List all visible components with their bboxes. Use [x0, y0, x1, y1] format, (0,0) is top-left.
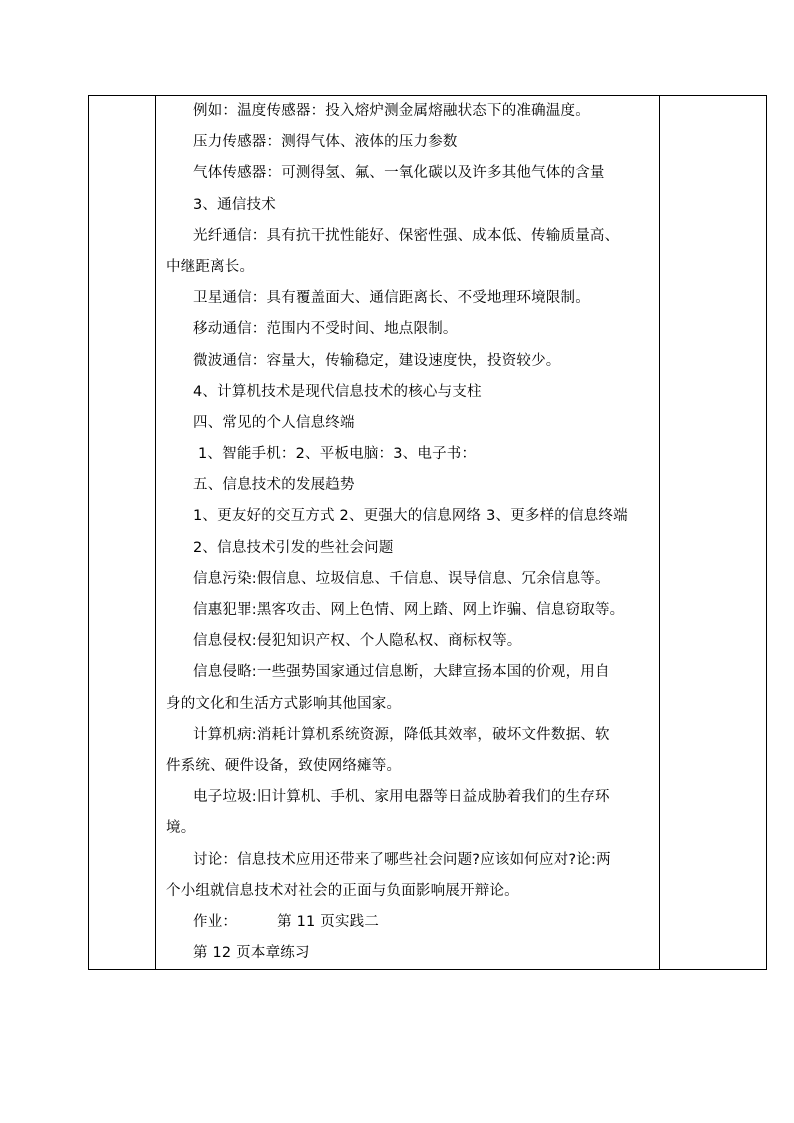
- text-line: 五、信息技术的发展趋势: [193, 477, 355, 494]
- homework-line: [166, 907, 653, 938]
- text-line: 第 12 页本章练习: [193, 945, 310, 962]
- text-line: 四、常见的个人信息终端: [193, 414, 355, 431]
- text-line: 身的文化和生活方式影响其他国家。: [166, 695, 402, 712]
- text-line: 2、信息技术引发的些社会问题: [193, 539, 394, 556]
- text-line: 中继距离长。: [166, 258, 255, 275]
- text-line: 个小组就信息技术对社会的正面与负面影响展开辩论。: [166, 882, 519, 899]
- text-line: 卫星通信：具有覆盖面大、通信距离长、不受地理环境限制。: [193, 290, 590, 307]
- text-line: 信息侵略:一些强势国家通过信息断，大肆宣扬本国的价观，用自: [193, 664, 610, 681]
- text-line: 4、计算机技术是现代信息技术的核心与支柱: [193, 383, 482, 400]
- lesson-content-cell: [156, 96, 659, 969]
- text-line: 移动通信：范围内不受时间、地点限制。: [193, 321, 458, 338]
- text-line: 光纤通信：具有抗干扰性能好、保密性强、成本低、传输质量高、: [193, 227, 620, 244]
- homework-label: 作业：: [193, 913, 238, 930]
- table-right-column-divider: [659, 96, 660, 969]
- text-line: 信息污染:假信息、垃圾信息、千信息、误导信息、冗余信息等。: [193, 570, 610, 587]
- text-line: 信息侵权:侵犯知识产权、个人隐私权、商标权等。: [193, 633, 522, 650]
- text-line: 例如：温度传感器：投入熔炉测金属熔融状态下的准确温度。: [193, 103, 590, 119]
- homework-task: 第 11 页实践二: [277, 913, 380, 930]
- text-line: 件系统、硬件设备，致使网络瘫等。: [166, 757, 402, 774]
- text-line: 境。: [166, 820, 196, 837]
- lesson-table: [88, 95, 767, 970]
- text-line: 微波通信：容量大，传输稳定，建设速度快，投资较少。: [193, 352, 561, 369]
- text-line: 讨论：信息技术应用还带来了哪些社会问题?应该如何应对?论:两: [193, 851, 611, 868]
- text-line: 计算机病:消耗计算机系统资源，降低其效率，破坏文件数据、软: [193, 726, 610, 743]
- text-line: 1、更友好的交互方式 2、更强大的信息网络 3、更多样的信息终端: [193, 508, 628, 525]
- text-line: 信惠犯罪:黑客攻击、网上色情、网上踏、网上诈骗、信息窃取等。: [193, 602, 625, 618]
- text-line: 压力传感器：测得气体、液体的压力参数: [193, 134, 458, 151]
- text-line: 3、通信技术: [193, 196, 276, 213]
- text-line: 电子垃圾:旧计算机、手机、家用电器等日益成胁着我们的生存环: [193, 789, 610, 806]
- text-line: 1、智能手机：2、平板电脑：3、电子书：: [198, 446, 477, 463]
- text-line: 气体传感器：可测得氢、氟、一氧化碳以及许多其他气体的含量: [193, 165, 605, 182]
